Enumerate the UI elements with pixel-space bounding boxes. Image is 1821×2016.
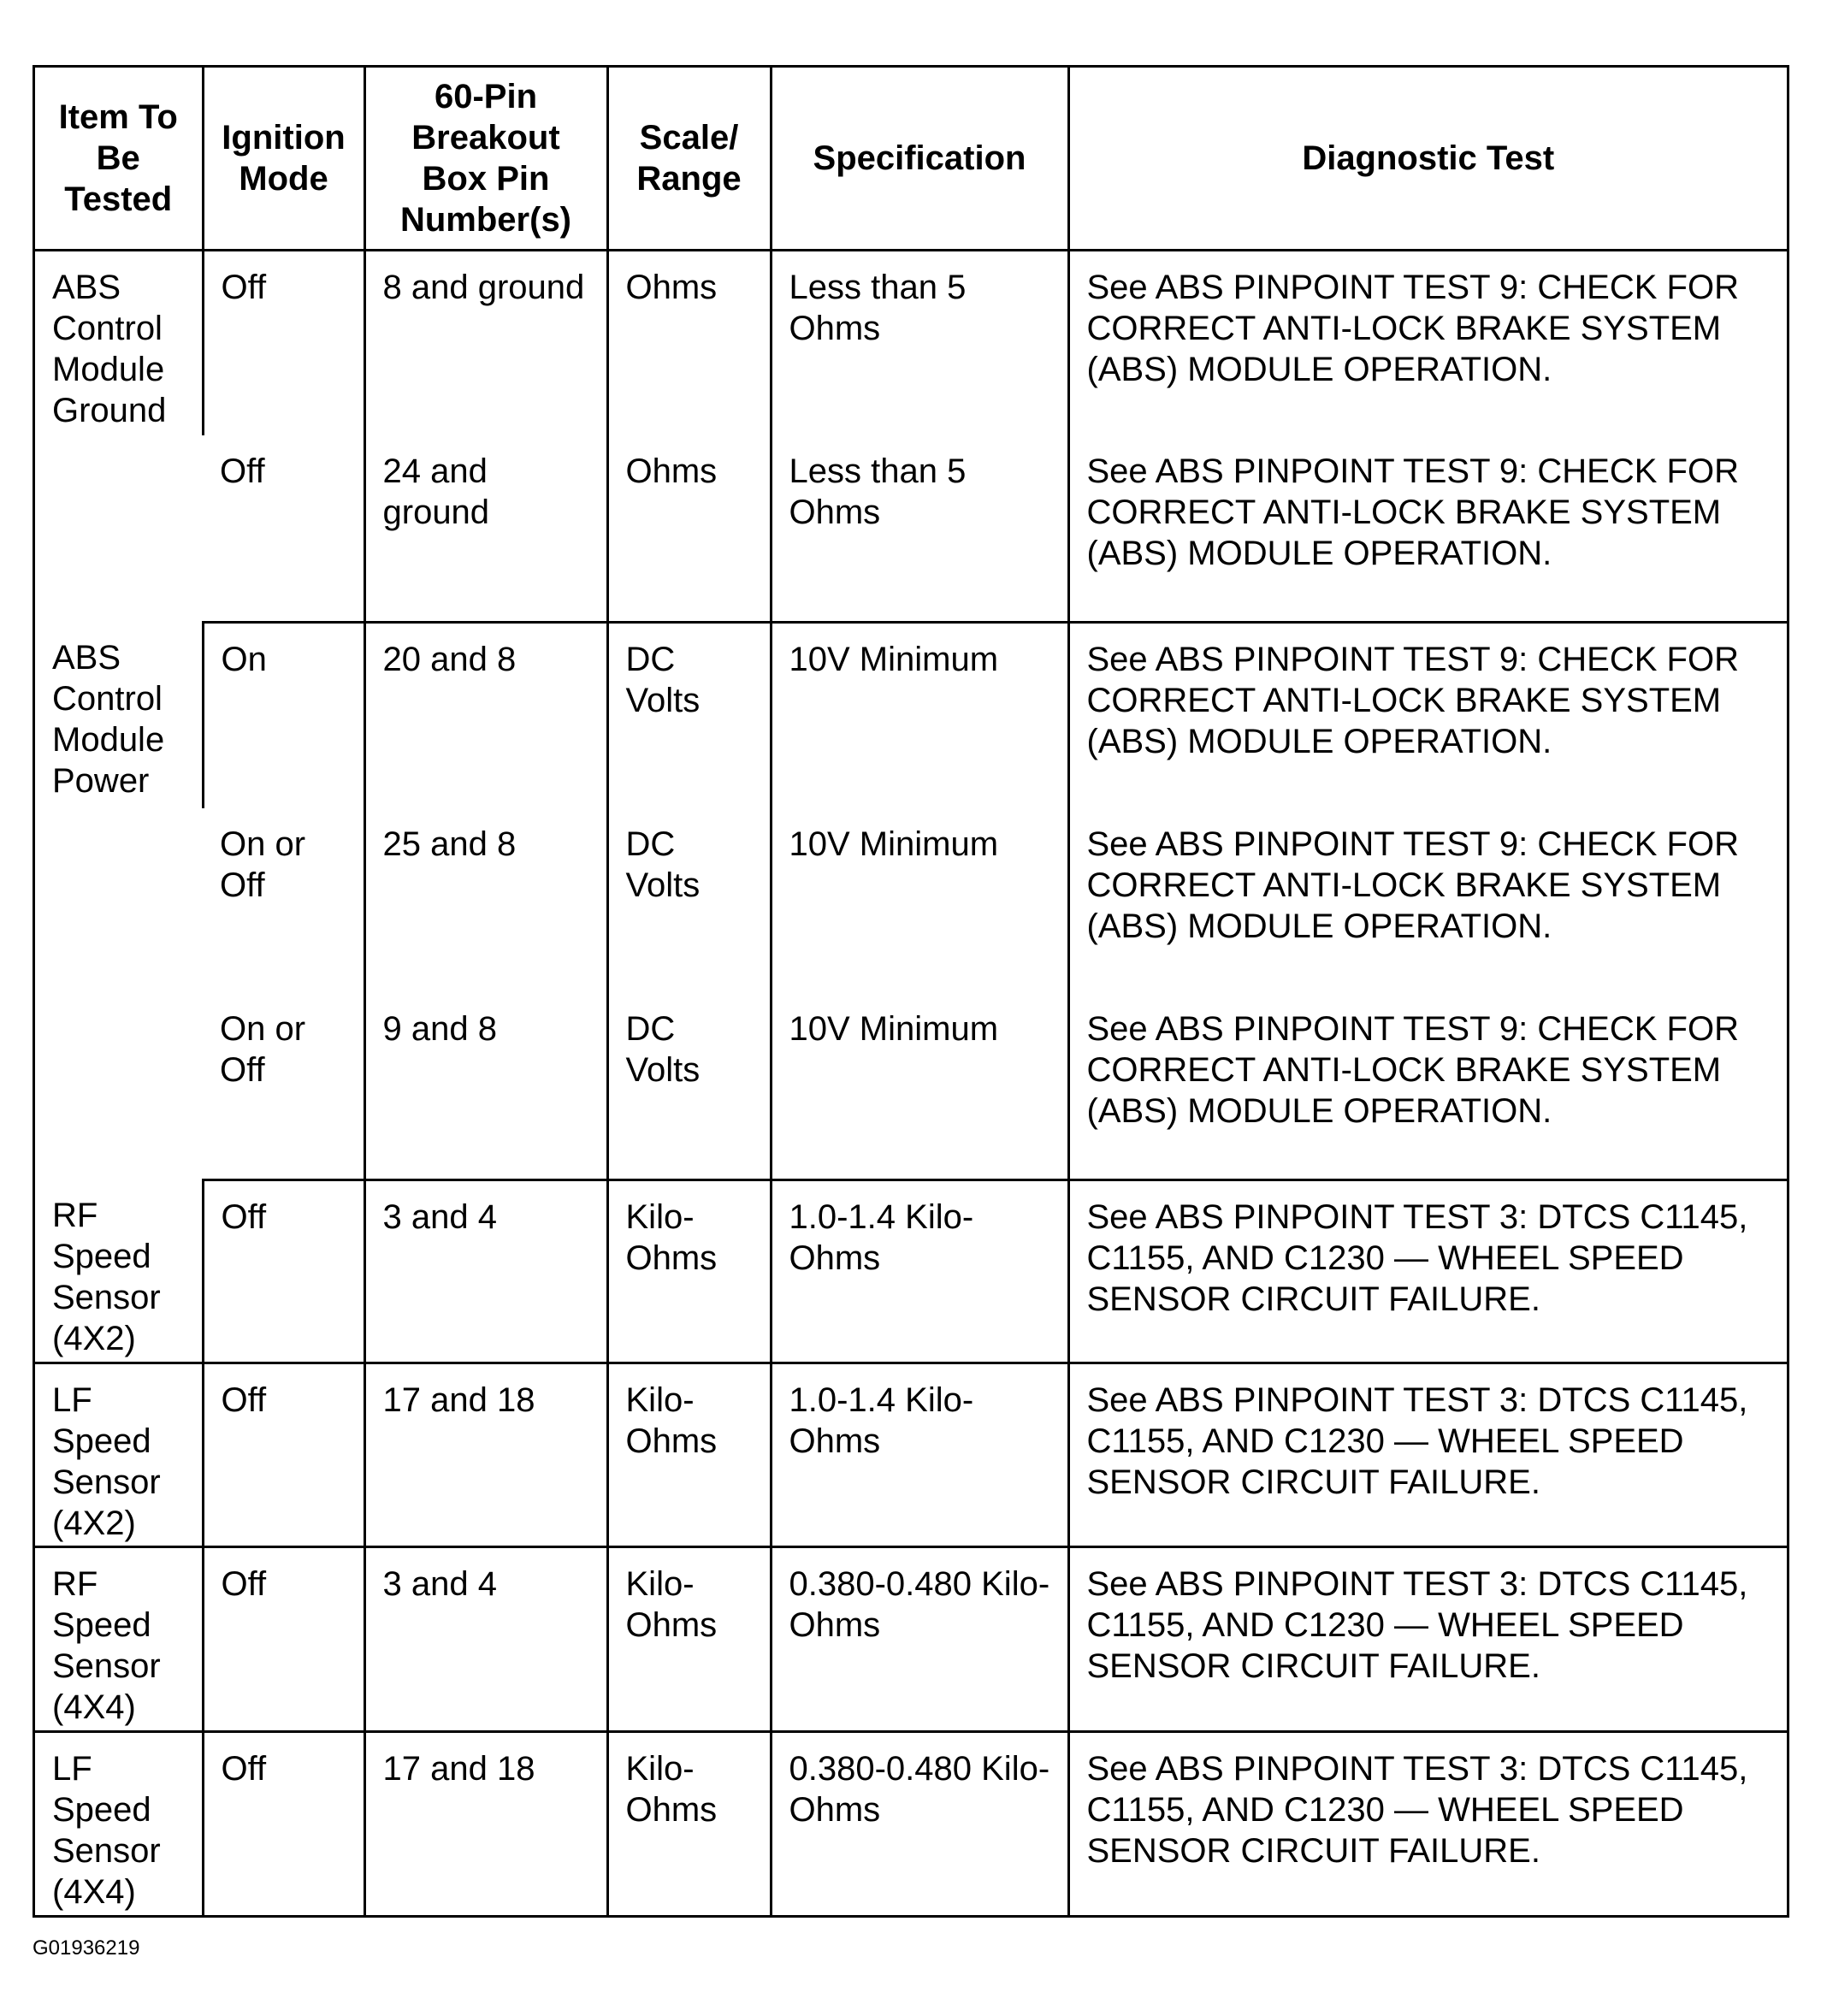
specification-cell: 1.0-1.4 Kilo-Ohms <box>771 1363 1068 1546</box>
pin-numbers-cell: 3 and 4 <box>364 1179 607 1363</box>
table-row <box>35 435 1787 622</box>
figure-id: G01936219 <box>33 1936 140 1960</box>
item-cell: ABS Control Module Power <box>52 639 165 800</box>
table-row <box>35 250 1787 435</box>
item-cell: RF Speed Sensor (4X2) <box>35 1179 203 1363</box>
pinpoint-test-table <box>35 68 1787 1915</box>
pinpoint-test-table-frame <box>33 65 1789 1918</box>
scale-cell: Ohms <box>607 250 771 435</box>
scale-cell: Kilo-Ohms <box>607 1546 771 1731</box>
table-row <box>35 1731 1787 1915</box>
specification-cell: 0.380-0.480 Kilo-Ohms <box>771 1731 1068 1915</box>
specification-cell: 10V Minimum <box>771 808 1068 993</box>
scale-cell: DC Volts <box>607 808 771 993</box>
pin-numbers-cell: 3 and 4 <box>364 1546 607 1731</box>
header-scale-range: Scale/ Range <box>607 68 771 250</box>
diagnostic-test-cell: See ABS PINPOINT TEST 9: CHECK FOR CORRECT ANTI-LOCK BRAKE SYSTEM (ABS) MODULE OPERATION. <box>1068 808 1787 993</box>
diagnostic-test-cell: See ABS PINPOINT TEST 9: CHECK FOR CORRECT ANTI-LOCK BRAKE SYSTEM (ABS) MODULE OPERATION. <box>1068 250 1787 435</box>
specification-cell: Less than 5 Ohms <box>771 250 1068 435</box>
header-specification: Specification <box>771 68 1068 250</box>
scale-cell: Ohms <box>607 435 771 622</box>
ignition-mode-cell: Off <box>203 250 364 435</box>
ignition-mode-cell: Off <box>203 435 364 622</box>
ignition-mode-cell: On or Off <box>220 825 306 904</box>
pin-numbers-cell: 9 and 8 <box>364 993 607 1179</box>
table-row <box>35 1546 1787 1731</box>
pin-numbers-cell: 17 and 18 <box>364 1731 607 1915</box>
ignition-mode-cell: On <box>203 622 364 808</box>
scale-cell: DC Volts <box>607 622 771 808</box>
diagnostic-test-cell: See ABS PINPOINT TEST 9: CHECK FOR CORRECT ANTI-LOCK BRAKE SYSTEM (ABS) MODULE OPERATION. <box>1068 435 1787 622</box>
table-row <box>35 1363 1787 1546</box>
item-cell: ABS Control Module Ground <box>52 268 167 429</box>
table-row <box>35 808 1787 993</box>
pin-numbers-cell: 17 and 18 <box>364 1363 607 1546</box>
table-row <box>35 993 1787 1179</box>
scale-cell: Kilo-Ohms <box>607 1179 771 1363</box>
scale-cell: Kilo-Ohms <box>607 1363 771 1546</box>
diagnostic-test-cell: See ABS PINPOINT TEST 3: DTCS C1145, C1155, AND C1230 — WHEEL SPEED SENSOR CIRCUIT FAILURE. <box>1068 1546 1787 1731</box>
specification-cell: 10V Minimum <box>771 993 1068 1179</box>
item-cell: LF Speed Sensor (4X4) <box>52 1749 161 1911</box>
header-ignition-mode: Ignition Mode <box>203 68 364 250</box>
diagnostic-test-cell: See ABS PINPOINT TEST 3: DTCS C1145, C1155, AND C1230 — WHEEL SPEED SENSOR CIRCUIT FAILURE. <box>1068 1363 1787 1546</box>
diagnostic-test-cell: See ABS PINPOINT TEST 9: CHECK FOR CORRECT ANTI-LOCK BRAKE SYSTEM (ABS) MODULE OPERATION. <box>1068 993 1787 1179</box>
table-row <box>35 1179 1787 1363</box>
pin-numbers-cell: 25 and 8 <box>364 808 607 993</box>
ignition-mode-cell: Off <box>203 1731 364 1915</box>
header-diagnostic-test: Diagnostic Test <box>1068 68 1787 250</box>
header-item: Item To Be Tested <box>35 68 203 250</box>
ignition-mode-cell: Off <box>203 1363 364 1546</box>
specification-cell: 10V Minimum <box>771 622 1068 808</box>
specification-cell: Less than 5 Ohms <box>771 435 1068 622</box>
header-pin-numbers: 60-Pin Breakout Box Pin Number(s) <box>364 68 607 250</box>
ignition-mode-cell: On or Off <box>203 993 364 1179</box>
ignition-mode-cell: Off <box>203 1546 364 1731</box>
pin-numbers-cell: 8 and ground <box>364 250 607 435</box>
diagnostic-test-cell: See ABS PINPOINT TEST 3: DTCS C1145, C1155, AND C1230 — WHEEL SPEED SENSOR CIRCUIT FAILURE. <box>1068 1179 1787 1363</box>
scale-cell: DC Volts <box>607 993 771 1179</box>
ignition-mode-cell: Off <box>203 1179 364 1363</box>
diagnostic-test-cell: See ABS PINPOINT TEST 9: CHECK FOR CORRECT ANTI-LOCK BRAKE SYSTEM (ABS) MODULE OPERATION. <box>1068 622 1787 808</box>
item-cell: LF Speed Sensor (4X2) <box>35 1363 203 1546</box>
pin-numbers-cell: 24 and ground <box>364 435 607 622</box>
specification-cell: 0.380-0.480 Kilo-Ohms <box>771 1546 1068 1731</box>
header-row <box>35 68 1787 250</box>
item-cell: RF Speed Sensor (4X4) <box>35 1546 203 1731</box>
pin-numbers-cell: 20 and 8 <box>364 622 607 808</box>
scale-cell: Kilo-Ohms <box>607 1731 771 1915</box>
diagnostic-test-cell: See ABS PINPOINT TEST 3: DTCS C1145, C1155, AND C1230 — WHEEL SPEED SENSOR CIRCUIT FAILURE. <box>1068 1731 1787 1915</box>
specification-cell: 1.0-1.4 Kilo-Ohms <box>771 1179 1068 1363</box>
table-row <box>35 622 1787 808</box>
